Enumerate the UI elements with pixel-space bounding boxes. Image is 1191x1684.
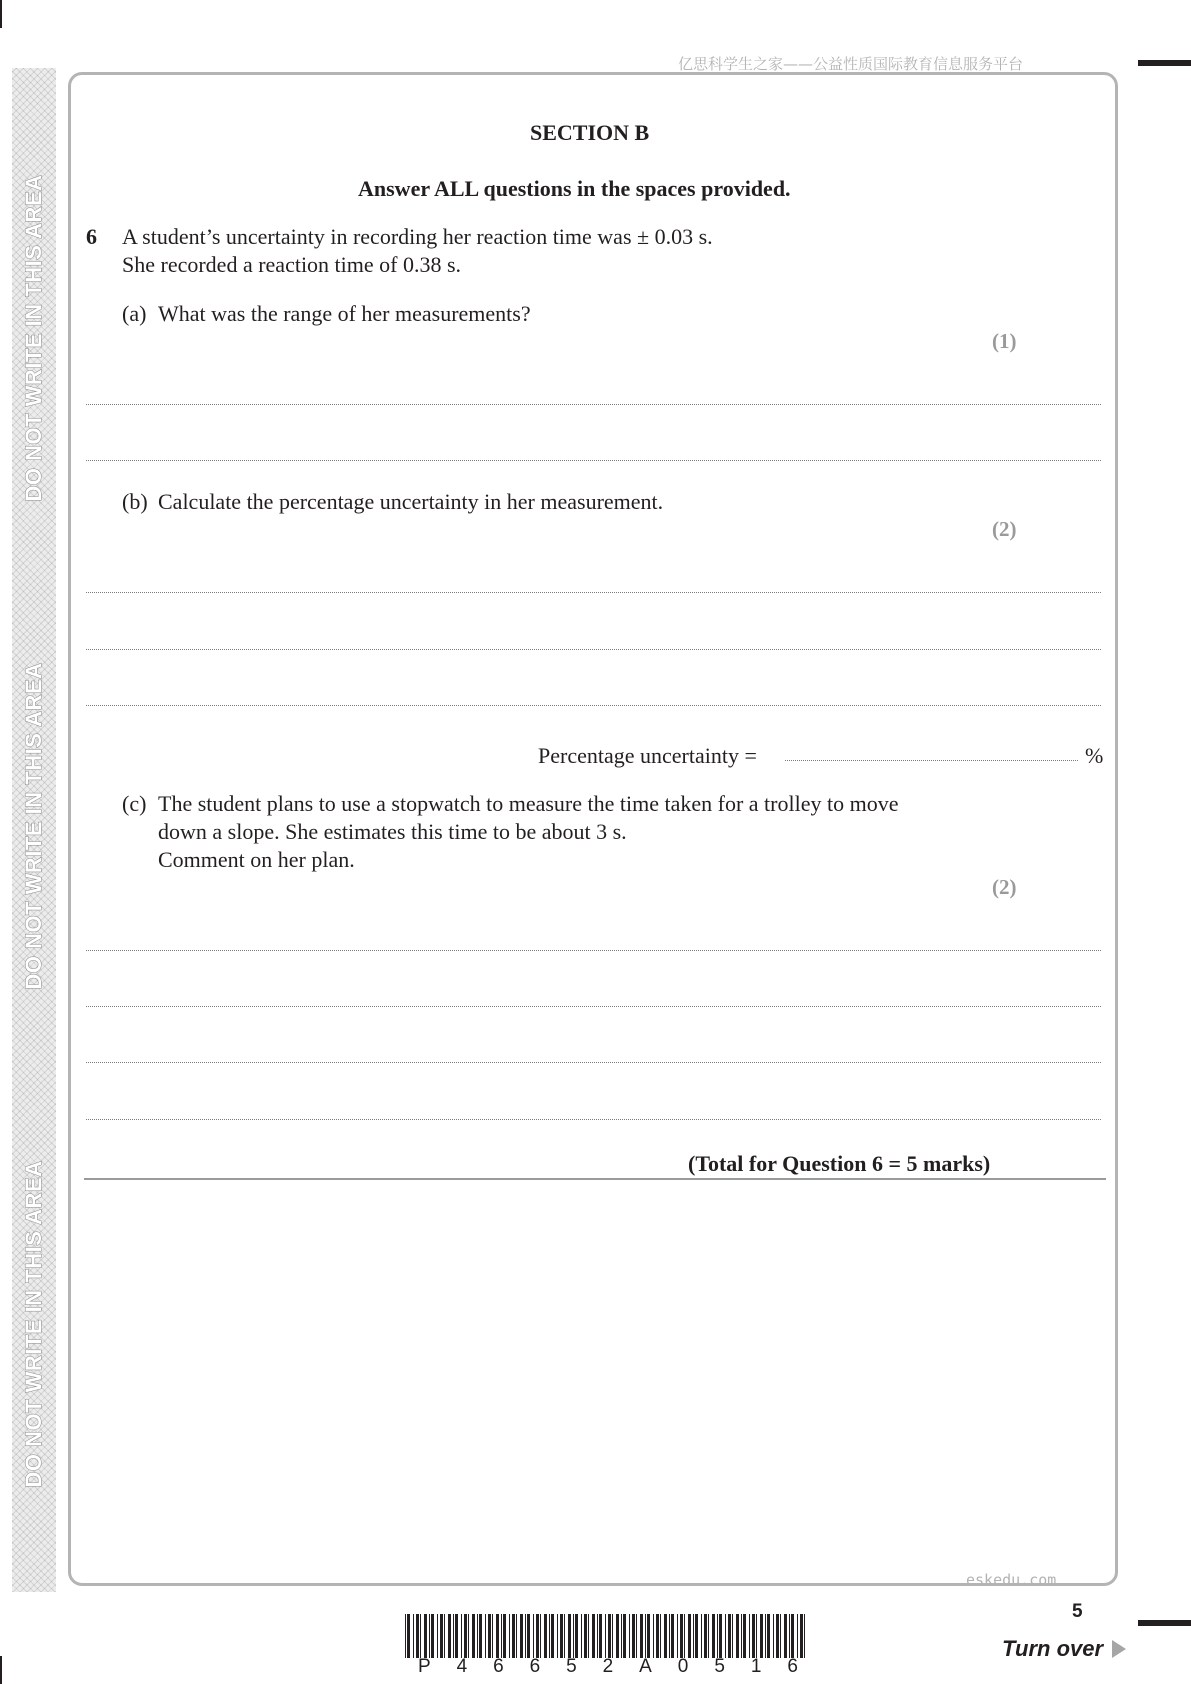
barcode-bar — [684, 1614, 685, 1658]
barcode-bar — [773, 1614, 774, 1658]
barcode-bar — [444, 1614, 445, 1658]
barcode-bar — [560, 1614, 563, 1658]
barcode-bar — [701, 1614, 702, 1658]
answer-line-b2[interactable] — [86, 649, 1101, 650]
barcode-bar — [621, 1614, 622, 1658]
barcode-bar — [407, 1614, 410, 1658]
barcode-bar — [717, 1614, 718, 1658]
barcode-char: 5 — [714, 1656, 725, 1677]
barcode-bar — [501, 1614, 502, 1658]
barcode-bar — [464, 1614, 467, 1658]
barcode-char: 6 — [529, 1656, 541, 1677]
barcode-bar — [797, 1614, 798, 1658]
part-b-label: (b) — [122, 489, 148, 514]
barcode-bar — [448, 1614, 451, 1658]
barcode-bar — [629, 1614, 630, 1658]
barcode-bar — [581, 1614, 582, 1658]
answer-line-b3[interactable] — [86, 705, 1101, 706]
barcode-bar — [416, 1614, 419, 1658]
barcode-char: 4 — [456, 1656, 468, 1677]
barcode-bar — [557, 1614, 558, 1658]
barcode-bar — [784, 1614, 787, 1658]
turn-over-label: Turn over — [1002, 1636, 1104, 1661]
barcode-bar — [455, 1614, 458, 1658]
part-a-text: What was the range of her measurements? — [158, 301, 531, 326]
crop-mark-top-right — [1138, 60, 1191, 66]
barcode-bar — [608, 1614, 611, 1658]
crop-mark-bottom-left — [0, 1656, 2, 1684]
barcode-bar — [468, 1614, 469, 1658]
barcode-bar — [647, 1614, 650, 1658]
watermark: eskedu.com — [966, 1571, 1057, 1589]
barcode-bar — [597, 1614, 598, 1658]
barcode-bar — [776, 1614, 779, 1658]
barcode-bar — [420, 1614, 421, 1658]
percentage-unit: % — [1085, 743, 1104, 768]
barcode-bar — [512, 1614, 515, 1658]
barcode-bar — [725, 1614, 726, 1658]
answer-line-c2[interactable] — [86, 1006, 1101, 1007]
barcode-bar — [780, 1614, 781, 1658]
barcode-bar — [520, 1614, 523, 1658]
barcode-bar — [632, 1614, 635, 1658]
barcode-bar — [437, 1614, 438, 1658]
barcode-bar — [599, 1614, 602, 1658]
barcode-bar — [461, 1614, 462, 1658]
barcode-bar — [536, 1614, 539, 1658]
barcode-bar — [479, 1614, 482, 1658]
barcode-bar — [760, 1614, 763, 1658]
barcode-bar — [728, 1614, 731, 1658]
question-number: 6 — [86, 224, 97, 249]
part-b-text: Calculate the percentage uncertainty in her measurement. — [158, 489, 664, 514]
question-stem-line-1: A student’s uncertainty in recording her reaction time was ± 0.03 s. — [122, 224, 713, 249]
part-c-line-1: The student plans to use a stopwatch to measure the time taken for a trolley to move — [158, 791, 899, 816]
barcode-bar — [477, 1614, 478, 1658]
barcode-bar — [653, 1614, 654, 1658]
barcode-bar — [765, 1614, 766, 1658]
barcode-bar — [544, 1614, 547, 1658]
barcode-bar — [424, 1614, 427, 1658]
barcode-bar — [527, 1614, 530, 1658]
barcode-bar — [525, 1614, 526, 1658]
question-total: (Total for Question 6 = 5 marks) — [688, 1151, 991, 1176]
barcode-bar — [405, 1614, 406, 1658]
answer-line-c4[interactable] — [86, 1119, 1101, 1120]
section-title: SECTION B — [530, 120, 650, 145]
barcode-bar — [645, 1614, 646, 1658]
barcode-char: 2 — [602, 1656, 614, 1677]
barcode-char: A — [639, 1656, 652, 1677]
barcode-bar — [708, 1614, 709, 1658]
barcode-char: 1 — [750, 1656, 762, 1677]
barcode-char: 0 — [677, 1656, 689, 1677]
barcode-bar — [540, 1614, 541, 1658]
barcode-bar — [573, 1614, 574, 1658]
barcode-bar — [640, 1614, 643, 1658]
barcode-bar — [664, 1614, 667, 1658]
barcode-bar — [669, 1614, 670, 1658]
barcode-bar — [588, 1614, 589, 1658]
question-stem-line-2: She recorded a reaction time of 0.38 s. — [122, 252, 462, 277]
barcode-bar — [413, 1614, 414, 1658]
barcode-bar — [791, 1614, 794, 1658]
barcode-bar — [656, 1614, 659, 1658]
barcode-bar — [568, 1614, 571, 1658]
barcode-bar — [575, 1614, 578, 1658]
barcode-bar — [503, 1614, 506, 1658]
barcode-text — [405, 1656, 811, 1678]
barcode-bar — [509, 1614, 510, 1658]
barcode-bar — [496, 1614, 499, 1658]
barcode-bar — [789, 1614, 790, 1658]
barcode-bar — [492, 1614, 493, 1658]
barcode-bar — [485, 1614, 486, 1658]
percentage-answer-field[interactable] — [785, 760, 1078, 761]
barcode-bar — [612, 1614, 613, 1658]
barcode-char: 5 — [566, 1656, 577, 1677]
barcode-bar — [671, 1614, 674, 1658]
barcode-bar — [605, 1614, 606, 1658]
barcode-bar — [453, 1614, 454, 1658]
barcode-bar — [533, 1614, 534, 1658]
part-c-marks: (2) — [992, 875, 1017, 899]
barcode-bar — [695, 1614, 698, 1658]
barcode-char: 6 — [493, 1656, 504, 1677]
barcode-bar — [584, 1614, 587, 1658]
part-b-marks: (2) — [992, 517, 1017, 541]
barcode-bar — [752, 1614, 755, 1658]
total-rule — [84, 1178, 1106, 1180]
barcode-bar — [551, 1614, 554, 1658]
part-a-label: (a) — [122, 301, 147, 326]
barcode-bar — [743, 1614, 746, 1658]
barcode-bar — [660, 1614, 661, 1658]
barcode-bar — [549, 1614, 550, 1658]
barcode-bar — [623, 1614, 626, 1658]
part-a-marks: (1) — [992, 329, 1017, 353]
barcode-bar — [693, 1614, 694, 1658]
barcode-bar — [804, 1614, 805, 1658]
barcode-bar — [564, 1614, 565, 1658]
barcode-bar — [767, 1614, 770, 1658]
barcode-bar — [488, 1614, 491, 1658]
barcode-char: 6 — [787, 1656, 798, 1677]
barcode-bar — [749, 1614, 750, 1658]
answer-line-a1[interactable] — [86, 404, 1101, 405]
page-number: 5 — [1072, 1601, 1083, 1622]
barcode-bar — [719, 1614, 722, 1658]
turn-over-arrow-icon — [1112, 1640, 1126, 1658]
answer-line-a2[interactable] — [86, 460, 1101, 461]
barcode-bar — [431, 1614, 434, 1658]
barcode-bar — [429, 1614, 430, 1658]
part-c-line-3: Comment on her plan. — [158, 847, 355, 872]
barcode-bar — [680, 1614, 683, 1658]
barcode-bar — [736, 1614, 739, 1658]
barcode-bar — [712, 1614, 715, 1658]
instruction: Answer ALL questions in the spaces provided. — [358, 176, 791, 201]
answer-line-b1[interactable] — [86, 592, 1101, 593]
barcode-bar — [616, 1614, 619, 1658]
barcode-char: P — [417, 1656, 431, 1677]
answer-line-c3[interactable] — [86, 1062, 1101, 1063]
barcode — [405, 1614, 811, 1658]
barcode-bar — [472, 1614, 475, 1658]
part-c-label: (c) — [122, 791, 147, 816]
crop-mark-top-left — [0, 0, 2, 28]
percentage-answer-label: Percentage uncertainty = — [538, 743, 757, 768]
barcode-bar — [677, 1614, 678, 1658]
barcode-bar — [800, 1614, 803, 1658]
barcode-bar — [732, 1614, 733, 1658]
part-c-line-2: down a slope. She estimates this time to be about 3 s. — [158, 819, 627, 844]
crop-mark-bottom-right — [1138, 1620, 1191, 1626]
barcode-bar — [741, 1614, 742, 1658]
answer-line-c1[interactable] — [86, 950, 1101, 951]
header-note: 亿思科学生之家——公益性质国际教育信息服务平台 — [678, 55, 1024, 73]
barcode-bar — [704, 1614, 707, 1658]
barcode-bar — [440, 1614, 443, 1658]
barcode-bar — [688, 1614, 691, 1658]
barcode-bar — [516, 1614, 517, 1658]
barcode-bar — [636, 1614, 637, 1658]
barcode-bar — [756, 1614, 757, 1658]
barcode-bar — [592, 1614, 595, 1658]
